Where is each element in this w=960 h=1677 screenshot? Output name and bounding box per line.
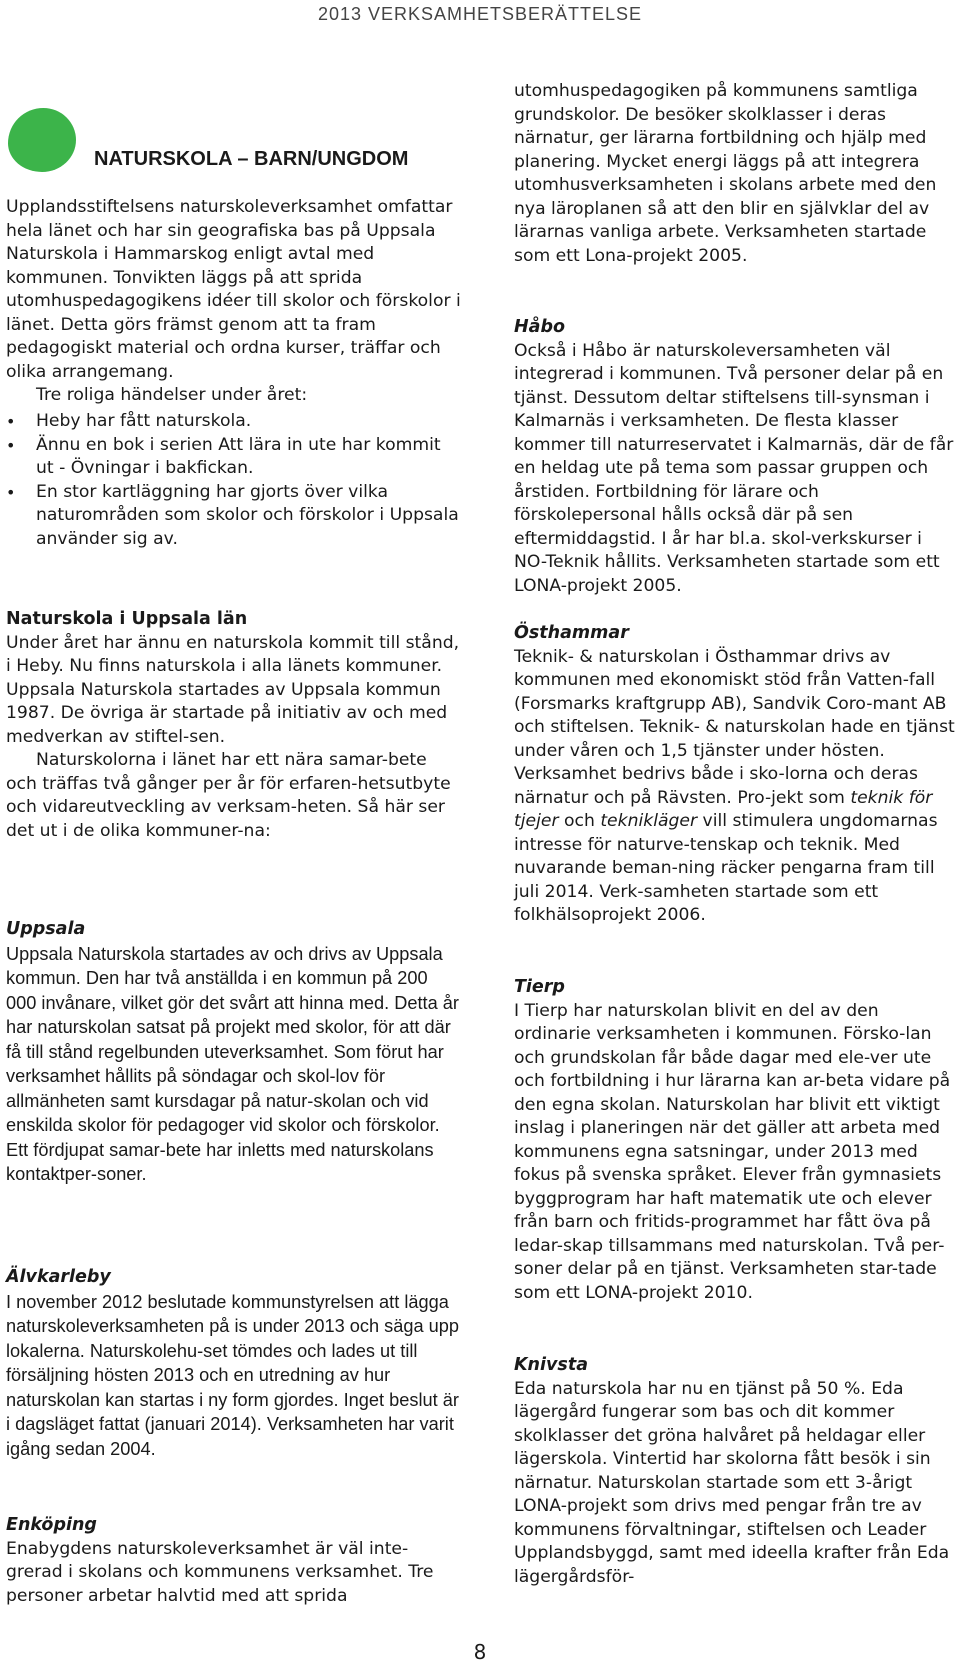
section-heading: Naturskola i Uppsala län [6,609,248,629]
section-heading: Älvkarleby [6,1267,111,1287]
list-item: • En stor kartläggning har gjorts över vilka naturområden som skolor och förskolor i Uppsala använder sig av. [6,481,461,552]
section-habo [514,316,960,598]
section-uppsala [6,918,461,1187]
section-enkoping [6,1514,461,1608]
events-list [6,410,461,551]
text-run: Teknik- & naturskolan i Östhammar drivs av kommunen med ekonomiskt stöd från Vatten-fall (Forsmarks kraftgrupp AB), Sandvik Coro-mant AB och stiftelsen. Teknik- & naturskolan hade en tjänst under våren och 1,5 tjänster under hösten. Verksamhet bedrivs både i sko-lorna och deras närnatur och på Rävsten. Pro-jekt som [514,646,955,808]
section-knivsta [514,1354,960,1589]
section-paragraph [514,646,960,928]
section-paragraph: Uppsala Naturskola startades av och drivs av Uppsala kommun. Den har två anställda i en kommun på 200 000 invånare, vilket gör det svårt att hinna med. Detta år har naturskolan satsat på projekt med skolor, för att där få till stånd regelbunden uteverksamhet. Som förut har verksamhet hållits på söndagar och skol-lov för allmänheten samt kursdagar på natur-skolan och vid enskilda skolor för pedagoger vid skolor och förskolor. Ett fördjupat samar-bete har inletts med naturskolans kontaktper-soner. [6,943,459,1184]
text-run: och [558,811,601,831]
section-paragraph: utomhuspedagogiken på kommunens samtliga grundskolor. De besöker skolklasser i deras närnatur, ger lärarna fortbildning och hjälp med planering. Mycket energi läggs på att integrera utomhusverksamheten i skolans arbete med den nya läroplanen så att den blir en självklar del av lärarnas vanliga arbete. Verksamheten startade som ett Lona-projekt 2005. [514,81,937,266]
intro-block [6,196,461,408]
section-heading: Östhammar [514,623,629,643]
section-heading: Tierp [514,977,565,997]
section-lan [6,608,461,843]
page-number: 8 [473,1640,487,1664]
italic-run: teknikläger [600,811,698,831]
page-title [94,148,461,171]
list-item: • Ännu en bok i serien Att lära in ute har kommit ut - Övningar i bakfickan. [6,434,461,481]
intro-paragraph: Upplandsstiftelsens naturskoleverksamhet omfattar hela länet och har sin geografiska bas på Uppsala Naturskola i Hammarskog enligt avtal med kommunen. Tonvikten läggs på att sprida utomhuspedagogikens idéer till skolor och förskolor i länet. Detta görs främst genom att ta fram pedagogiskt material och ordna kurser, träffar och olika arrangemang. [6,197,461,382]
section-paragraph: Naturskolorna i länet har ett nära samar-bete och träffas två gånger per år för erfaren-hetsutbyte och vidareutveckling av verksam-heten. Så här ser det ut i de olika kommuner-na: [6,750,451,841]
section-paragraph: I november 2012 beslutade kommunstyrelsen att lägga naturskoleverksamheten på is under 2013 och säga upp lokalerna. Naturskolehu-set tömdes och lades ut till försäljning hösten 2013 och en utredning av hur naturskolan kan startas i ny form gjordes. Inget beslut är i dagsläget fattat (januari 2014). Verksamheten har varit igång sedan 2004. [6,1291,459,1459]
italic-run: teknik för tjejer [514,787,933,831]
section-paragraph: Enabygdens naturskoleverksamhet är väl inte-grerad i skolans och kommunens verksamhet. Tre personer arbetar halvtid med att sprida [6,1538,434,1606]
section-paragraph: Eda naturskola har nu en tjänst på 50 %. Eda lägergård fungerar som bas och dit kommer skolklasser det gröna halvåret på heldagar eller lägerskola. Vintertid har skolorna fått besök i sin närnatur. Naturskolan startade som ett 3-årigt LONA-projekt som drivs med pengar från tre av kommunens förvaltningar, stiftelsen och Leader Upplandsbyggd, samt med ideella krafter från Eda lägergårdsför- [514,1378,950,1587]
page-title-text: NATURSKOLA – BARN/UNGDOM [94,148,409,170]
section-heading: Enköping [6,1515,97,1535]
section-paragraph: Också i Håbo är naturskoleversamheten väl integrerad i kommunen. Två personer delar på en tjänst. Dessutom deltar stiftelsens till-synsman i Kalmarnäs i verksamheten. De flesta klasser kommer till naturreservatet i Kalmarnäs, där de får en heldag ute på tema som passar gruppen och årstiden. Fortbildning för lärare och förskolepersonal hålls också där på sen eftermiddagstid. I år har bl.a. skol-verkskurser i NO-Teknik hållits. Verksamheten startade som ett LONA-projekt 2005. [514,340,954,596]
section-paragraph: I Tierp har naturskolan blivit en del av den ordinarie verksamheten i kommunen. Försko-lan och grundskolan får både dagar med ele-ver ute och fortbildning i hur lärarna kan ar-beta vidare på den egna skolan. Naturskolan har blivit ett viktigt inslag i planeringen när det gäller att arbeta med kommunens egna satsningar, under 2013 med fokus på svenska språket. Elever från gymnasiets byggprogram har haft matematik ute och elever från barn och fritids-programmet har fått öva på ledar-skap tillsammans med naturskolan. Två per-soner delar på en tjänst. Verksamheten star-tade som ett LONA-projekt 2010. [514,1000,951,1303]
section-heading: Knivsta [514,1355,589,1375]
green-circle-logo [8,108,76,172]
section-tierp [514,976,960,1305]
events-lead: Tre roliga händelser under året: [36,385,308,405]
section-paragraph: Under året har ännu en naturskola kommit till stånd, i Heby. Nu finns naturskola i alla länets kommuner. Uppsala Naturskola startades av Uppsala kommun 1987. De övriga är startade på initiativ av och med medverkan av stiftel-sen. [6,632,460,747]
section-osthammar [514,622,960,928]
text-run: vill stimulera ungdomarnas intresse för naturve-tenskap och teknik. Med nuvarande beman-ning räcker pengarna fram till juli 2014. Verk-samheten startade som ett folkhälsoprojekt 2006. [514,811,938,925]
section-heading: Uppsala [6,919,86,939]
list-item: • Heby har fått naturskola. [6,410,461,434]
running-head: 2013 VERKSAMHETSBERÄTTELSE [317,4,643,24]
section-alvkarleby [6,1266,461,1461]
section-heading: Håbo [514,317,566,337]
continuation-block [514,80,960,268]
